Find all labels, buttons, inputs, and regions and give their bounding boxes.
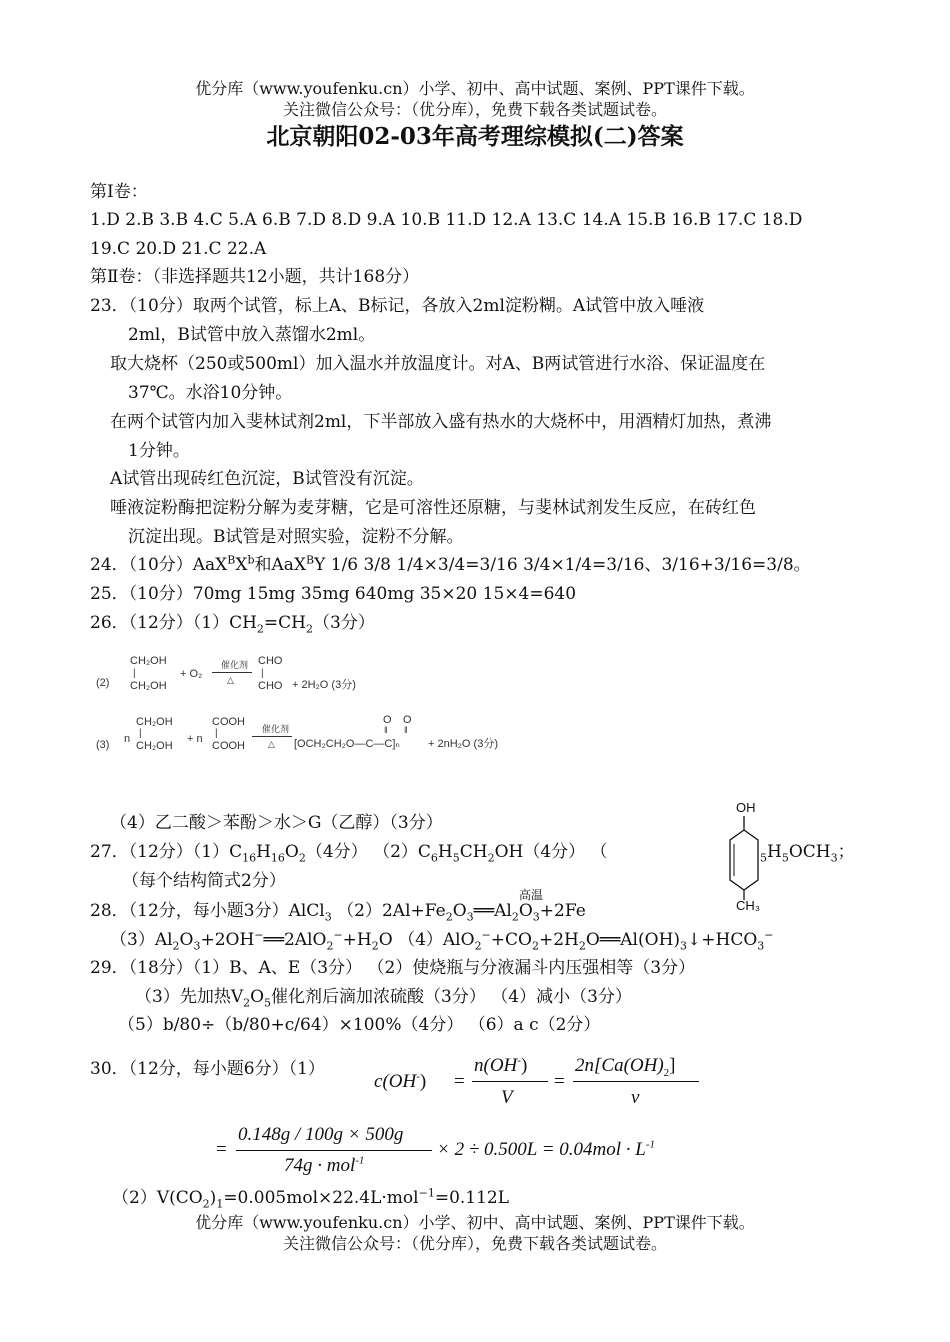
fraction-bar-1: [472, 1081, 548, 1082]
q23-line-2: 2ml，B试管中放入蒸馏水2ml。: [128, 325, 376, 345]
header-line-1: 优分库（www.youfenku.cn）小学、初中、高中试题、案例、PPT课件下载。: [195, 79, 755, 98]
part2-label: 第Ⅱ卷：（非选择题共12小题，共计168分）: [90, 267, 420, 287]
q25-line: 25．（10分）70mg 15mg 35mg 640mg 35×20 15×4=640: [90, 584, 577, 604]
q28-line-2: $(3)Al_2O_3+2OH^-══2AlO_2^-+H_2O$ $(4)AlO_2^-+CO_2+2H_2O══Al(OH)_3↓+HCO_3^-$: [110, 928, 774, 953]
q29-line-3: （5）b/80÷（b/80+c/64）×100%（4分） （6）a c（2分）: [118, 1015, 601, 1035]
q29-line-2: （3）先加热$V_2O_5$催化剂后滴加浓硫酸（3分） （4）减小（3分）: [135, 987, 632, 1010]
q28-condition: 高温: [519, 888, 544, 902]
q23-line-8: 唾液淀粉酶把淀粉分解为麦芽糖，它是可溶性还原糖，与斐林试剂发生反应，在砖红色: [110, 498, 756, 518]
fraction-bar-3: [236, 1150, 432, 1151]
footer-line-1: 优分库（www.youfenku.cn）小学、初中、高中试题、案例、PPT课件下载。: [195, 1213, 755, 1232]
fraction-bar-2: [573, 1081, 699, 1082]
q30-label: 30．（12分，每小题6分）（1）: [90, 1059, 325, 1079]
q27-line-2: （每个结构简式2分）: [122, 871, 286, 891]
q30-line-2: $(2)V(CO_2)_1=0.005mol\times 22.4L\cdot mol^{-1}=0.112L$: [112, 1186, 510, 1211]
q27-line-1: 27．（12分）$(1)C_{16}H_{16}O_2(4$分） $(2)C_6H_5CH_2OH(4$分） （: [90, 842, 608, 865]
q29-line-1: 29．（18分）（1）B、A、E（3分） （2）使烧瓶与分液漏斗内压强相等（3分）: [90, 958, 696, 978]
q27-line-1-tail: $_5H_5OCH_3$；: [760, 842, 855, 865]
q23-line-9: 沉淀出现。B试管是对照实验，淀粉不分解。: [128, 527, 464, 547]
header-line-2: 关注微信公众号：（优分库），免费下载各类试题试卷。: [282, 100, 667, 119]
footer-line-2: 关注微信公众号：（优分库），免费下载各类试题试卷。: [282, 1234, 667, 1253]
benzene-ring-icon: [722, 814, 762, 904]
q24-line: 24．（10分）$AaX^BX^b$和AaX$^B$Y 1/6 3/8 1/4×3/4=3/16 3/4×1/4=3/16、3/16+3/16=3/8。: [90, 553, 811, 575]
q26-line-4: （4）乙二酸＞苯酚＞水＞G（乙醇）（3分）: [110, 813, 443, 833]
q23-line-1: 23．（10分）取两个试管，标上A、B标记，各放入2ml淀粉糊。A试管中放入唾液: [90, 296, 705, 316]
q28-line-1: 28．（12分，每小题3分）AlCl$_3$ $(2)2Al+Fe_2O_3══Al_2O_3+2Fe$: [90, 901, 586, 924]
q26-line-1: 26．（12分）$(1)CH_2=CH_2(3$分）: [90, 613, 375, 636]
q23-line-4: 37℃。水浴10分钟。: [128, 383, 293, 403]
reaction-arrow-2: [212, 672, 252, 673]
q23-line-3: 取大烧杯（250或500ml）加入温水并放温度计。对A、B两试管进行水浴、保证温度在: [110, 354, 766, 374]
q23-line-7: A试管出现砖红色沉淀，B试管没有沉淀。: [110, 469, 424, 489]
part1-label: 第Ⅰ卷：: [90, 182, 148, 202]
answers-line-2: 19.C 20.D 21.C 22.A: [90, 239, 267, 259]
q23-line-5: 在两个试管内加入斐林试剂2ml，下半部放入盛有热水的大烧杯中，用酒精灯加热，煮沸: [110, 412, 772, 432]
reaction-arrow-3: [252, 736, 292, 737]
q23-line-6: 1分钟。: [128, 441, 190, 461]
answers-line-1: 1.D 2.B 3.B 4.C 5.A 6.B 7.D 8.D 9.A 10.B 11.D 12.A 13.C 14.A 15.B 16.B 17.C 18.D: [90, 210, 803, 230]
page-title: 北京朝阳02-03年高考理综模拟(二)答案: [266, 123, 684, 150]
